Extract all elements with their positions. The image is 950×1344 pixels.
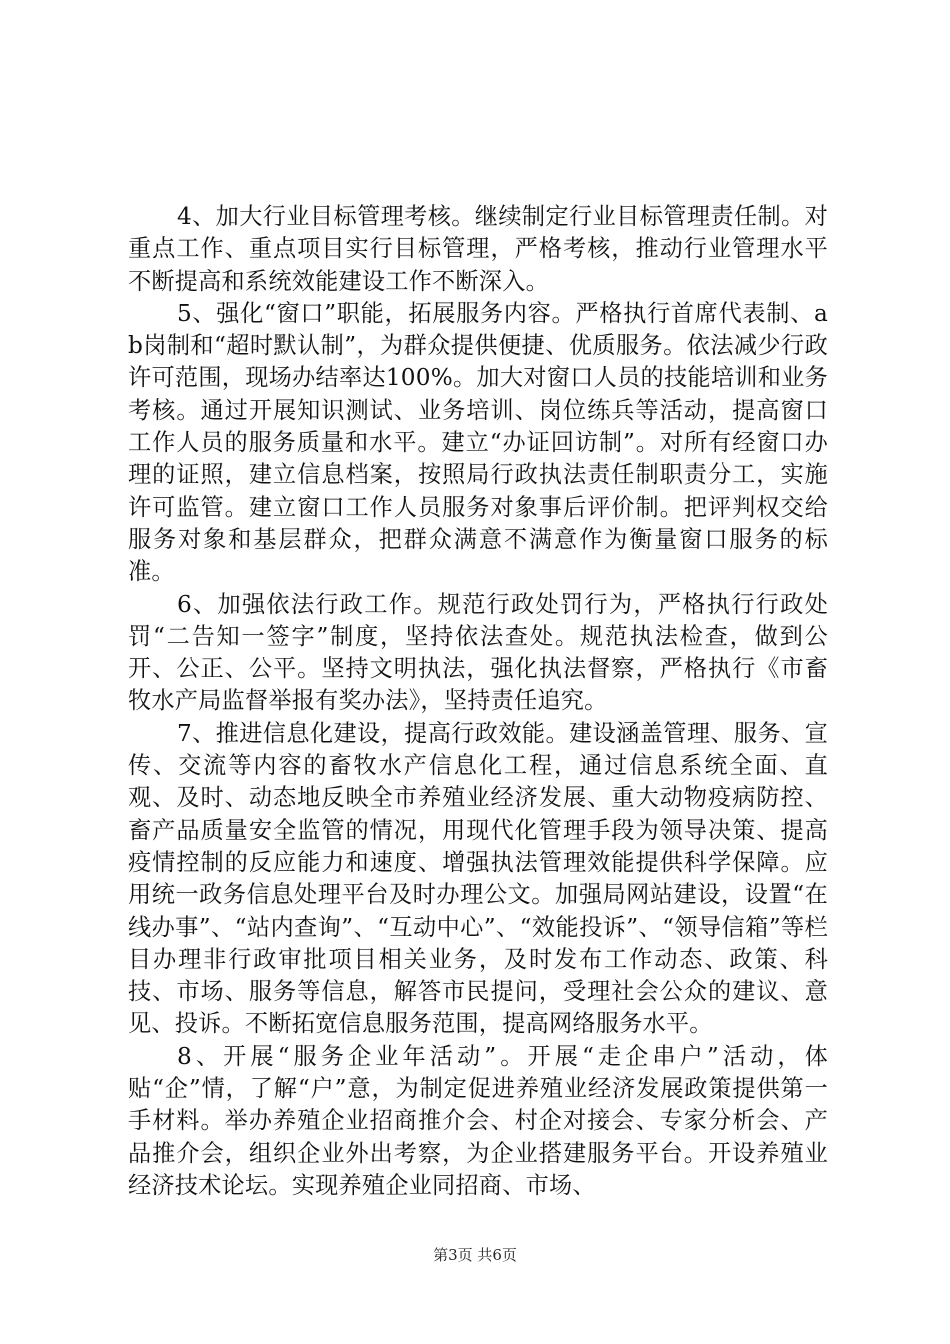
paragraph-5: 5、强化“窗口”职能，拓展服务内容。严格执行首席代表制、ab岗制和“超时默认制”，为群众提供便捷、优质服务。依法减少行政许可范围，现场办结率达100%。加大对窗口人员的技能培训和业务考核。通过开展知识测试、业务培训、岗位练兵等活动，提高窗口工作人员的服务质量和水平。建立“办证回访制”。对所有经窗口办理的证照，建立信息档案，按照局行政执法责任制职责分工，实施许可监管。建立窗口工作人员服务对象事后评价制。把评判权交给服务对象和基层群众，把群众满意不满意作为衡量窗口服务的标准。 [128, 299, 828, 586]
paragraph-4: 4、加大行业目标管理考核。继续制定行业目标管理责任制。对重点工作、重点项目实行目标管理，严格考核，推动行业管理水平不断提高和系统效能建设工作不断深入。 [128, 203, 828, 295]
page-footer [0, 1245, 950, 1265]
page-number-label: 第3页 共6页 [433, 1246, 517, 1264]
paragraph-6: 6、加强依法行政工作。规范行政处罚行为，严格执行行政处罚“二告知一签字”制度，坚持依法查处。规范执法检查，做到公开、公正、公平。坚持文明执法，强化执法督察，严格执行《市畜牧水产局监督举报有奖办法》，坚持责任追究。 [128, 590, 828, 715]
paragraph-8: 8、开展“服务企业年活动”。开展“走企串户”活动，体贴“企”情，了解“户”意，为制定促进养殖业经济发展政策提供第一手材料。举办养殖企业招商推介会、村企对接会、专家分析会、产品推介会，组织企业外出考察，为企业搭建服务平台。开设养殖业经济技术论坛。实现养殖企业同招商、市场、 [128, 1042, 828, 1199]
paragraph-7: 7、推进信息化建设，提高行政效能。建设涵盖管理、服务、宣传、交流等内容的畜牧水产信息化工程，通过信息系统全面、直观、及时、动态地反映全市养殖业经济发展、重大动物疫病防控、畜产品质量安全监管的情况，用现代化管理手段为领导决策、提高疫情控制的反应能力和速度、增强执法管理效能提供科学保障。应用统一政务信息处理平台及时办理公文。加强局网站建设，设置“在线办事”、“站内查询”、“互动中心”、“效能投诉”、“领导信箱”等栏目办理非行政审批项目相关业务，及时发布工作动态、政策、科技、市场、服务等信息，解答市民提问，受理社会公众的建议、意见、投诉。不断拓宽信息服务范围，提高网络服务水平。 [128, 719, 828, 1038]
document-body [128, 201, 828, 1202]
